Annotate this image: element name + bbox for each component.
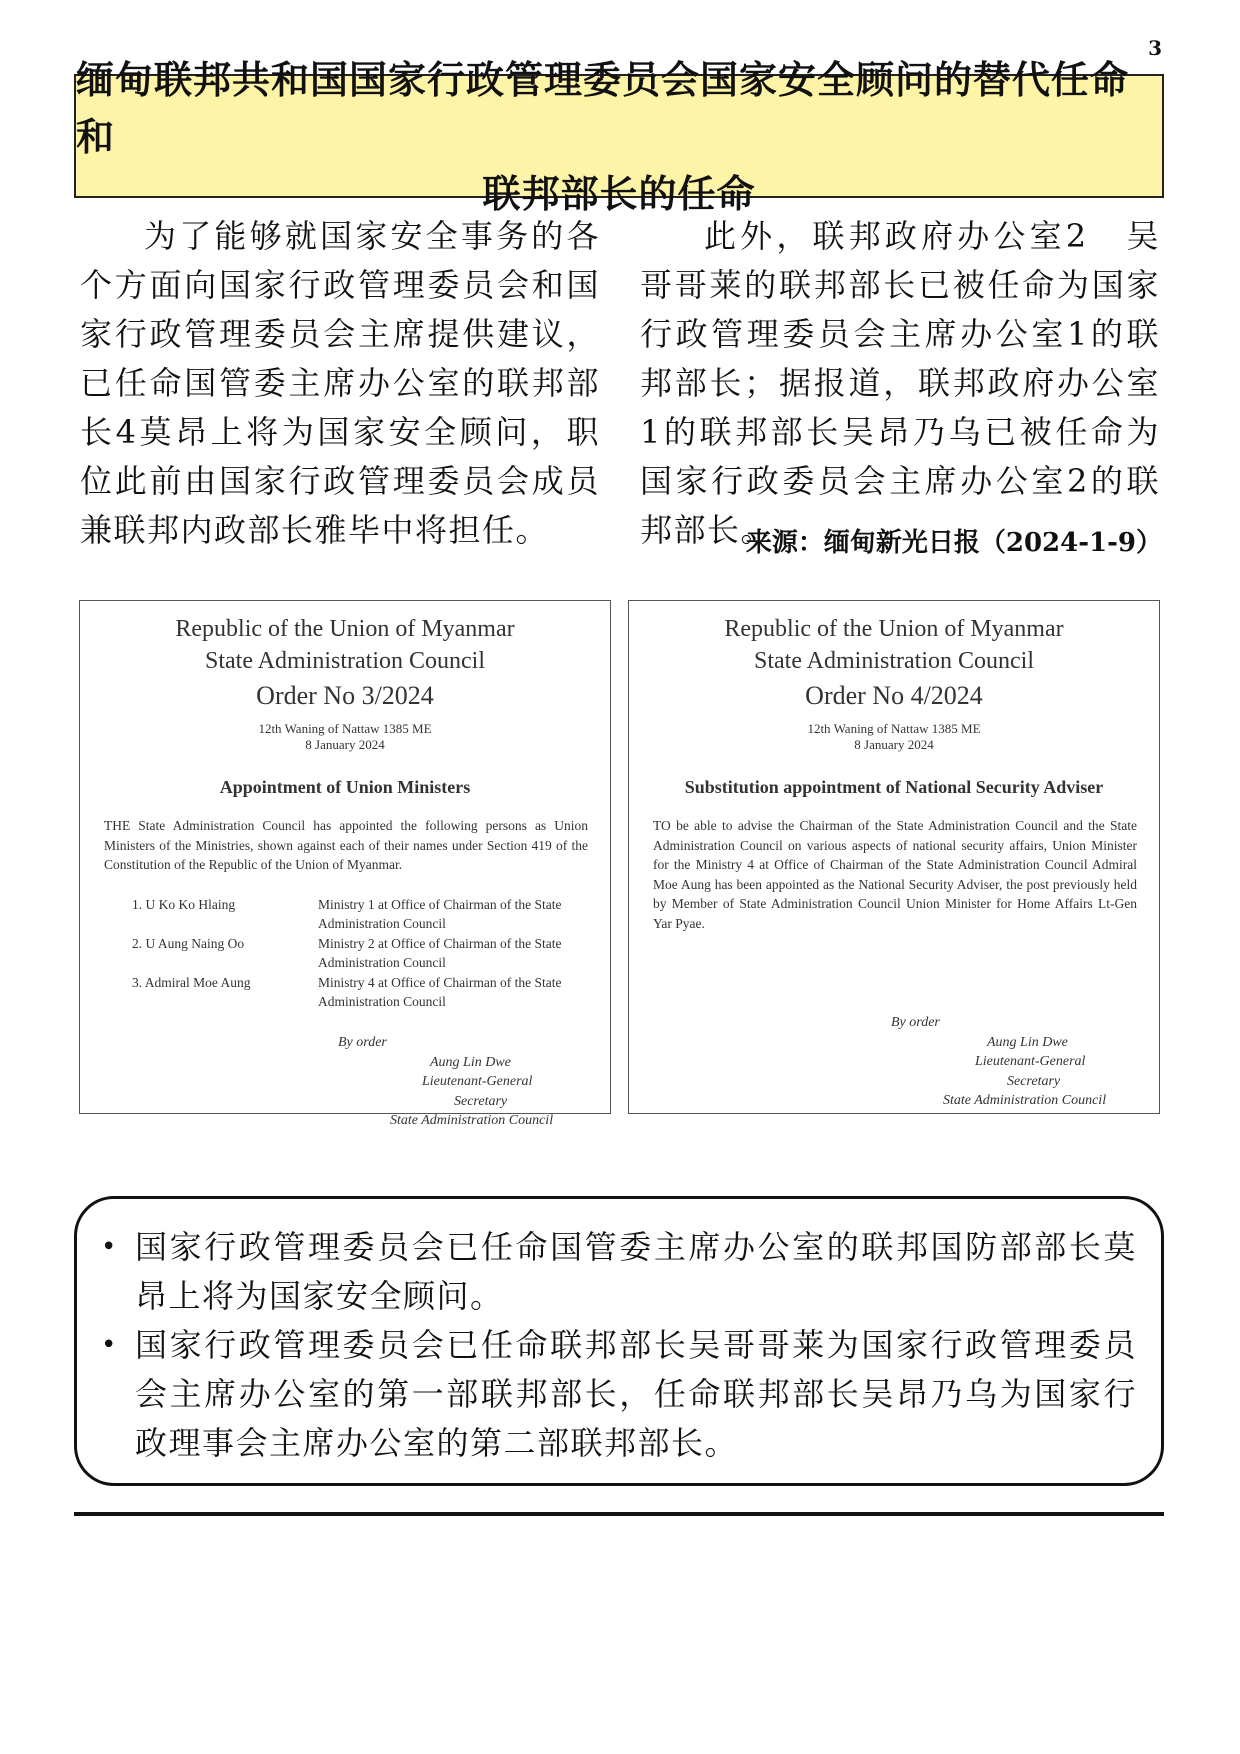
order-4-date-gregorian: 8 January 2024 xyxy=(854,737,934,752)
order-4-signature xyxy=(891,1013,1106,1111)
order-3-number: Order No 3/2024 xyxy=(256,681,434,710)
order-3-date-gregorian: 8 January 2024 xyxy=(305,737,385,752)
order-3-date-myanmar: 12th Waning of Nattaw 1385 ME xyxy=(258,721,432,736)
bullet-icon: • xyxy=(101,1232,118,1262)
appointee-post: Ministry 4 at Office of Chairman of the State Administration Council xyxy=(318,974,562,1009)
order-4-sig-org: State Administration Council xyxy=(943,1093,1107,1108)
summary-item xyxy=(101,1321,1137,1468)
page-number: 3 xyxy=(1148,36,1162,60)
bottom-divider xyxy=(74,1512,1164,1516)
order-4-date-myanmar: 12th Waning of Nattaw 1385 ME xyxy=(807,721,981,736)
order-3-council: State Administration Council xyxy=(205,648,485,674)
order-3-republic: Republic of the Union of Myanmar xyxy=(175,616,515,642)
order-4-by-order: By order xyxy=(891,1015,940,1030)
right-column xyxy=(640,212,1160,555)
right-paragraph: 此外，联邦政府办公室2 吴哥哥莱的联邦部长已被任命为国家行政管理委员会主席办公室1的联邦部长；据报道，联邦政府办公室1的联邦部长吴昂乃乌已被任命为国家行政委员会主席办公室2的联邦部长。 xyxy=(640,217,1160,549)
appointee-name: 2. U Aung Naing Oo xyxy=(132,935,245,951)
order-3-sig-rank: Lieutenant-General xyxy=(422,1074,533,1089)
order-4-sig-name: Aung Lin Dwe xyxy=(987,1034,1068,1050)
order-4-council: State Administration Council xyxy=(754,648,1034,674)
appointee-row xyxy=(132,973,592,1012)
order-3-sig-org: State Administration Council xyxy=(390,1113,554,1128)
order-3-heading: Appointment of Union Ministers xyxy=(219,777,471,797)
left-paragraph: 为了能够就国家安全事务的各个方面向国家行政管理委员会和国家行政管理委员会主席提供建议，已任命国管委主席办公室的联邦部长4莫昂上将为国家安全顾问，职位此前由国家行政管理委员会成员兼联邦内政部长雅毕中将担任。 xyxy=(80,217,600,549)
order-3-body: THE State Administration Council has appointed the following persons as Union Ministers of the Ministries, shown against each of their names under Section 419 of the Constitution of the Republic of the Union of Myanmar. xyxy=(104,818,588,872)
left-column xyxy=(80,212,600,555)
order-3-by-order: By order xyxy=(338,1035,387,1050)
appointee-row xyxy=(132,895,592,934)
appointee-post: Ministry 2 at Office of Chairman of the State Administration Council xyxy=(318,935,562,970)
appointee-name: 1. U Ko Ko Hlaing xyxy=(132,896,236,912)
order-4-sig-title: Secretary xyxy=(1007,1073,1061,1089)
order-4-heading: Substitution appointment of National Security Adviser xyxy=(684,777,1104,797)
summary-item xyxy=(101,1223,1137,1321)
bullet-icon: • xyxy=(101,1330,118,1360)
summary-box xyxy=(74,1196,1164,1486)
summary-text: 国家行政管理委员会已任命联邦部长吴哥哥莱为国家行政管理委员会主席办公室的第一部联邦部长，任命联邦部长吴昂乃乌为国家行政理事会主席办公室的第二部联邦部长。 xyxy=(135,1326,1137,1462)
order-4-republic: Republic of the Union of Myanmar xyxy=(724,616,1064,642)
summary-text: 国家行政管理委员会已任命国管委主席办公室的联邦国防部部长莫昂上将为国家安全顾问。 xyxy=(135,1228,1137,1315)
order-4-sig-rank: Lieutenant-General xyxy=(975,1054,1086,1069)
order-3-sig-title: Secretary xyxy=(454,1093,508,1109)
title-line-1: 缅甸联邦共和国国家行政管理委员会国家安全顾问的替代任命和 xyxy=(76,56,1130,159)
title-banner xyxy=(74,56,1164,216)
appointee-row xyxy=(132,934,592,973)
order-3-signature xyxy=(338,1033,553,1131)
order-4-body: TO be able to advise the Chairman of the State Administration Council and the State Administration Council on various aspects of national security affairs, Union Minister for the Ministry 4 at Office of Chairman of the State Administration Council Admiral Moe Aung has been appointed as the National Security Adviser, the post previously held by Member of State Administration Council Union Minister for Home Affairs Lt-Gen Yar Pyae. xyxy=(653,818,1137,931)
order-4-image xyxy=(628,600,1160,1114)
source-citation: 来源：缅甸新光日报（2024-1-9） xyxy=(745,528,1162,558)
appointee-name: 3. Admiral Moe Aung xyxy=(132,974,251,990)
appointee-post: Ministry 1 at Office of Chairman of the State Administration Council xyxy=(318,896,562,931)
order-3-sig-name: Aung Lin Dwe xyxy=(430,1054,511,1070)
order-3-appointee-list xyxy=(132,895,592,1012)
title-line-2: 联邦部长的任命 xyxy=(482,170,756,216)
summary-list xyxy=(101,1223,1137,1468)
order-4-number: Order No 4/2024 xyxy=(805,681,983,710)
order-3-image xyxy=(79,600,611,1128)
